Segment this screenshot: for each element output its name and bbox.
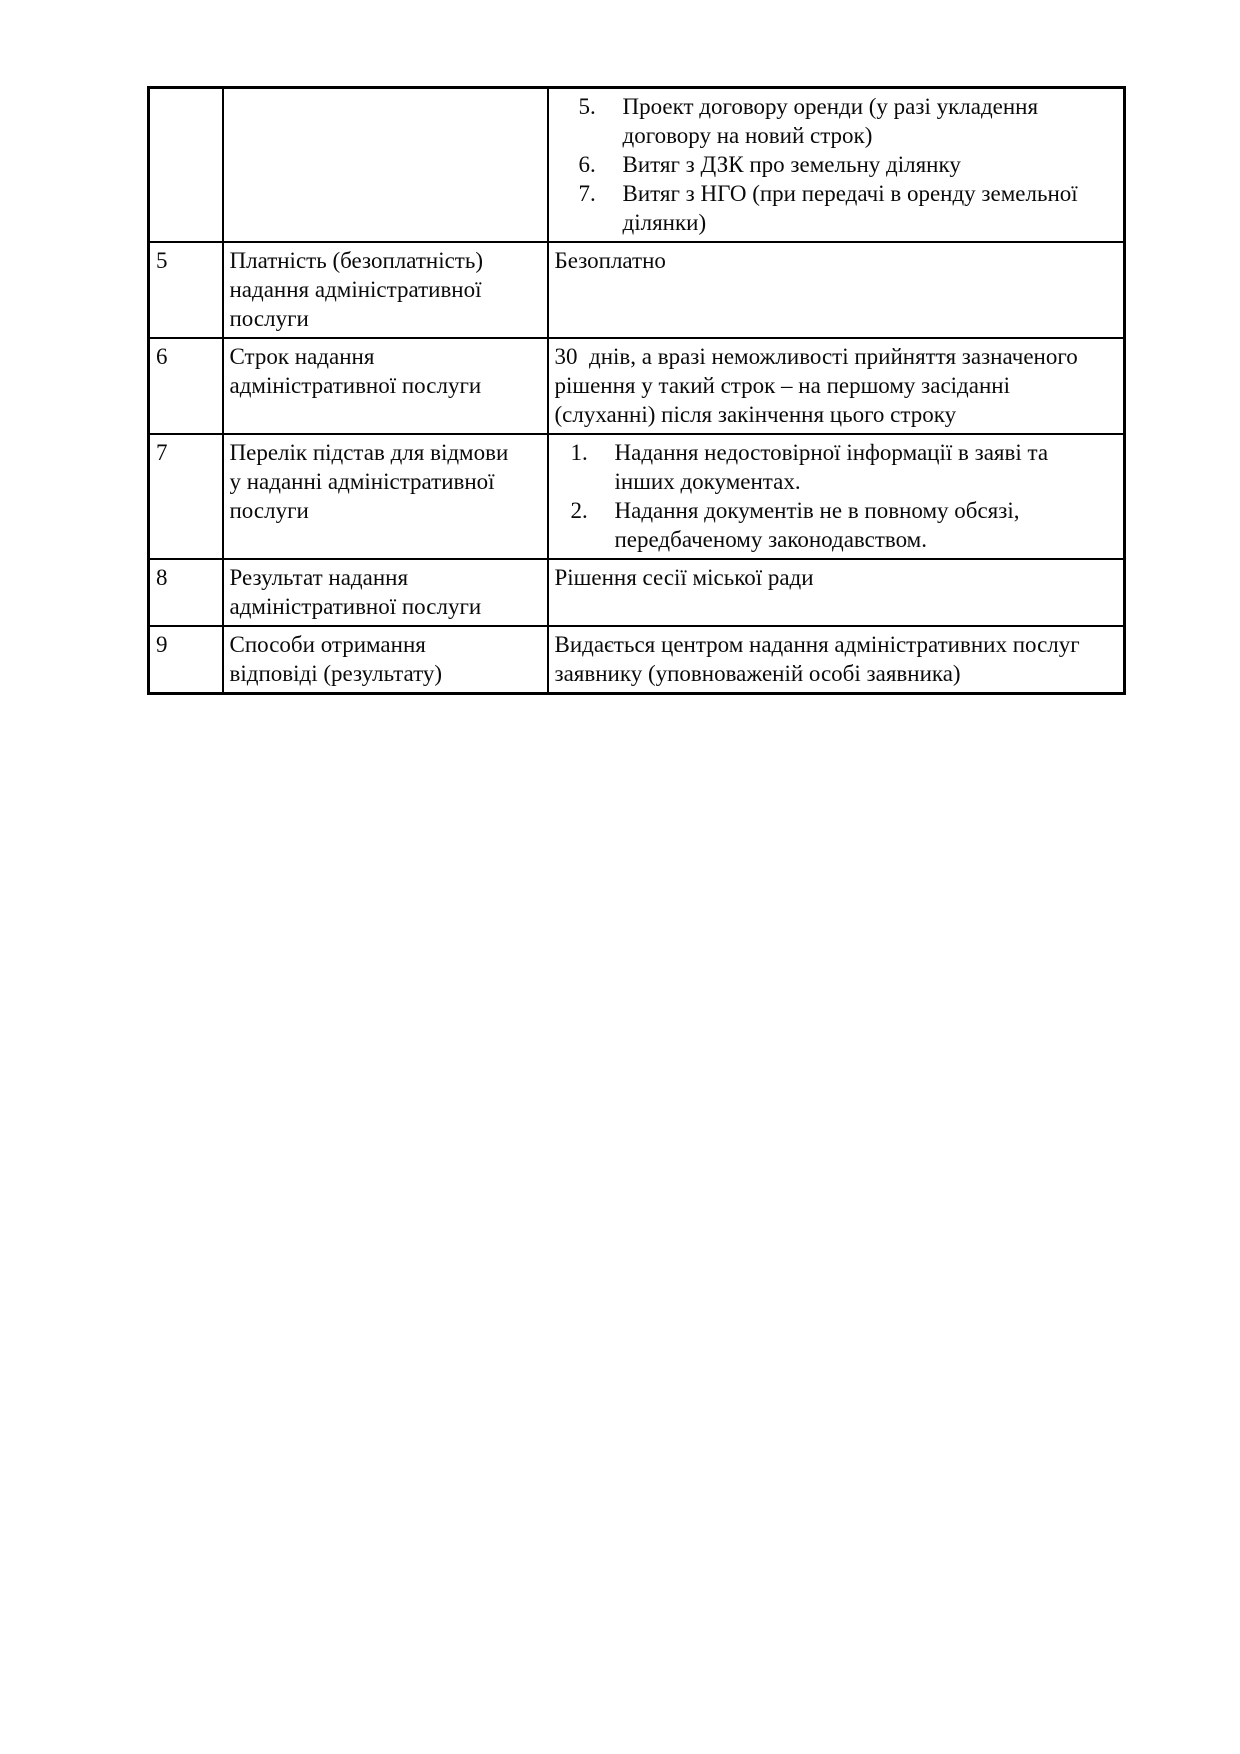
row-number-cell: [149, 88, 223, 243]
row-value-cell: [548, 559, 1125, 626]
row-value-cell: [548, 338, 1125, 434]
row-value-cell: [548, 626, 1125, 694]
table-row: [149, 434, 1125, 559]
list-item-text: Надання документів не в повному обсязі, передбаченому законодавством.: [614, 498, 1020, 552]
row-label-cell: [223, 88, 548, 243]
row-value-cell: [548, 434, 1125, 559]
row-number: 9: [156, 632, 168, 657]
list-item: [571, 438, 1118, 496]
row-number-cell: [149, 626, 223, 694]
service-info-table: [147, 86, 1126, 695]
row-value: 30 днів, а вразі неможливості прийняття зазначеного рішення у такий строк – на першому засіданні (слуханні) після закінчення цього строку: [554, 344, 1084, 427]
row-label: Способи отримання відповіді (результату): [229, 632, 443, 686]
list-item-text: Витяг з ДЗК про земельну ділянку: [622, 152, 961, 177]
row-label: Строк надання адміністративної послуги: [229, 344, 482, 398]
value-list: [579, 92, 1118, 237]
row-number-cell: [149, 242, 223, 338]
list-item: [579, 150, 1118, 179]
row-value: Рішення сесії міської ради: [554, 565, 814, 590]
list-item-marker: 6.: [578, 152, 596, 177]
row-number: 6: [156, 344, 168, 369]
table-row: [149, 88, 1125, 243]
row-label-cell: [223, 434, 548, 559]
row-value-cell: [548, 242, 1125, 338]
list-item: [579, 92, 1118, 150]
list-item-marker: 1.: [570, 440, 588, 465]
table-row: [149, 559, 1125, 626]
table-row: [149, 242, 1125, 338]
row-number-cell: [149, 434, 223, 559]
row-value: Видається центром надання адміністративних послуг заявнику (уповноваженій особі заявника): [554, 632, 1086, 686]
list-item: [571, 496, 1118, 554]
list-item-text: Витяг з НГО (при передачі в оренду земельної ділянки): [622, 181, 1078, 235]
row-number: 8: [156, 565, 168, 590]
row-number: 7: [156, 440, 168, 465]
row-label-cell: [223, 242, 548, 338]
row-label: Результат надання адміністративної послуги: [229, 565, 482, 619]
row-label-cell: [223, 338, 548, 434]
list-item-marker: 2.: [570, 498, 588, 523]
row-number: 5: [156, 248, 168, 273]
table-row: [149, 338, 1125, 434]
row-label-cell: [223, 559, 548, 626]
list-item-marker: 5.: [578, 94, 596, 119]
row-label: Платність (безоплатність) надання адміністративної послуги: [229, 248, 484, 331]
row-number-cell: [149, 338, 223, 434]
table-row: [149, 626, 1125, 694]
row-label: Перелік підстав для відмови у наданні адміністративної послуги: [229, 440, 509, 523]
list-item: [579, 179, 1118, 237]
list-item-text: Надання недостовірної інформації в заяві та інших документах.: [614, 440, 1049, 494]
list-item-text: Проект договору оренди (у разі укладення договору на новий строк): [622, 94, 1039, 148]
row-number-cell: [149, 559, 223, 626]
row-label-cell: [223, 626, 548, 694]
row-value-cell: [548, 88, 1125, 243]
list-item-marker: 7.: [578, 181, 596, 206]
value-list: [571, 438, 1118, 554]
row-value: Безоплатно: [554, 248, 666, 273]
